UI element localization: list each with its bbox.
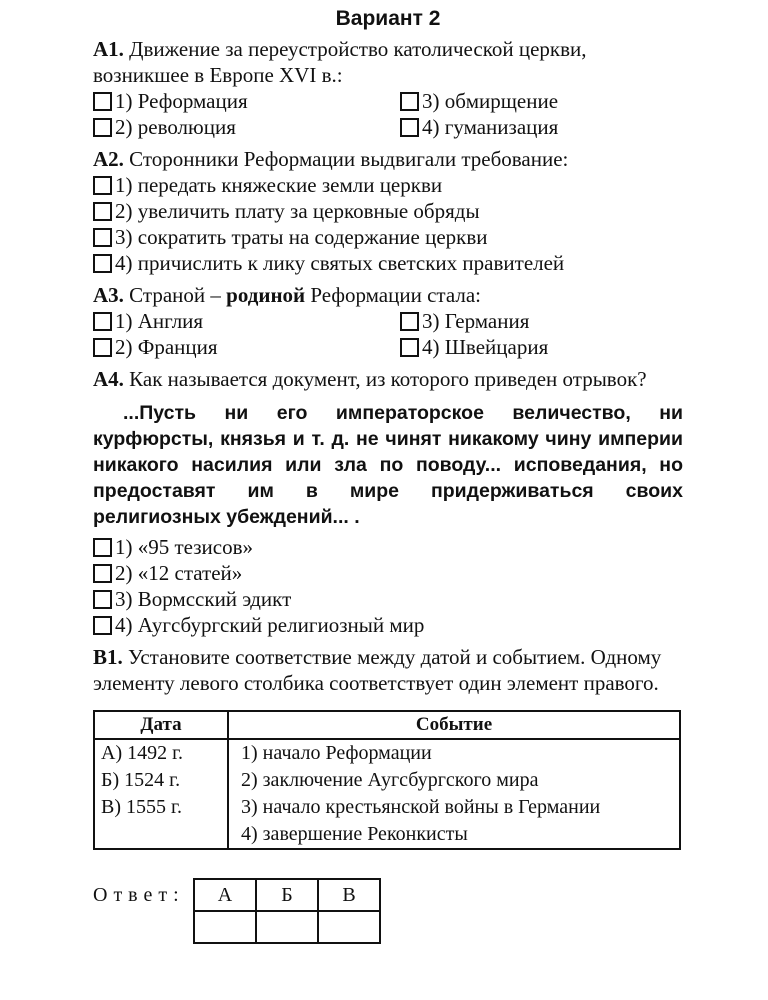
question-prompt: Сторонники Реформации выдвигали требование: xyxy=(129,147,569,171)
checkbox[interactable] xyxy=(400,312,419,331)
question-a2 xyxy=(93,146,683,276)
question-number: А4. xyxy=(93,367,124,391)
question-prompt: Движение за переустройство католической церкви, возникшее в Европе XVI в.: xyxy=(93,37,587,87)
option-label: 1) Англия xyxy=(115,309,204,333)
column-header-event: Событие xyxy=(228,711,680,739)
question-prompt-bold: родиной xyxy=(226,283,306,307)
answer-label: Ответ: xyxy=(93,884,185,906)
option-a2-1[interactable] xyxy=(93,172,683,198)
date-cell: А) 1492 г. xyxy=(94,739,228,767)
question-b1 xyxy=(93,644,683,944)
question-number: А3. xyxy=(93,283,124,307)
option-a4-4[interactable] xyxy=(93,612,683,638)
answer-header-v: В xyxy=(318,879,380,911)
answer-header-b: Б xyxy=(256,879,318,911)
option-label: 1) «95 тезисов» xyxy=(115,535,254,559)
checkbox[interactable] xyxy=(93,616,112,635)
option-a2-4[interactable] xyxy=(93,250,683,276)
table-row xyxy=(94,821,680,849)
options-grid xyxy=(93,88,683,140)
question-prompt: Как называется документ, из которого приведен отрывок? xyxy=(129,367,647,391)
option-label: 3) Германия xyxy=(422,309,530,333)
question-a1 xyxy=(93,36,683,140)
question-number: В1. xyxy=(93,645,123,669)
table-row xyxy=(94,739,680,767)
option-a4-1[interactable] xyxy=(93,534,683,560)
answer-table xyxy=(193,878,381,944)
checkbox[interactable] xyxy=(93,92,112,111)
question-number: А2. xyxy=(93,147,124,171)
option-a1-1[interactable] xyxy=(93,88,400,114)
checkbox[interactable] xyxy=(93,176,112,195)
event-cell: 4) завершение Реконкисты xyxy=(228,821,680,849)
date-cell: Б) 1524 г. xyxy=(94,767,228,794)
option-a2-2[interactable] xyxy=(93,198,683,224)
column-header-date: Дата xyxy=(94,711,228,739)
checkbox[interactable] xyxy=(93,590,112,609)
table-header-row xyxy=(94,711,680,739)
question-a4-text xyxy=(93,366,683,392)
date-cell xyxy=(94,821,228,849)
question-number: А1. xyxy=(93,37,124,61)
answer-cell-b[interactable] xyxy=(256,911,318,943)
answer-input-row xyxy=(194,911,380,943)
event-cell: 2) заключение Аугсбургского мира xyxy=(228,767,680,794)
checkbox[interactable] xyxy=(400,92,419,111)
option-label: 4) причислить к лику святых светских правителей xyxy=(115,251,565,275)
option-label: 4) Аугсбургский религиозный мир xyxy=(115,613,425,637)
question-prompt: Страной – xyxy=(129,283,221,307)
document-quote: ...Пусть ни его императорское величество, ни курфюрсты, князья и т. д. не чинят никакому чину империи никакого насилия или зла по поводу... исповедания, но предоставят им в мире придерживаться своих религиозных убеждений... . xyxy=(93,402,683,528)
answer-cell-a[interactable] xyxy=(194,911,256,943)
answer-header-a: А xyxy=(194,879,256,911)
question-a3 xyxy=(93,282,683,360)
option-a3-4[interactable] xyxy=(400,334,683,360)
option-label: 2) увеличить плату за церковные обряды xyxy=(115,199,480,223)
checkbox[interactable] xyxy=(93,564,112,583)
matching-table xyxy=(93,710,681,850)
option-label: 3) обмирщение xyxy=(422,89,559,113)
option-label: 2) революция xyxy=(115,115,236,139)
option-a4-2[interactable] xyxy=(93,560,683,586)
option-label: 1) передать княжеские земли церкви xyxy=(115,173,443,197)
option-label: 4) гуманизация xyxy=(422,115,559,139)
option-a3-3[interactable] xyxy=(400,308,683,334)
answer-cell-v[interactable] xyxy=(318,911,380,943)
event-cell: 3) начало крестьянской войны в Германии xyxy=(228,794,680,821)
checkbox[interactable] xyxy=(93,338,112,357)
question-b1-text xyxy=(93,644,683,696)
option-a2-3[interactable] xyxy=(93,224,683,250)
option-label: 3) сократить траты на содержание церкви xyxy=(115,225,488,249)
checkbox[interactable] xyxy=(93,538,112,557)
checkbox[interactable] xyxy=(400,338,419,357)
page-title: Вариант 2 xyxy=(335,7,441,30)
table-row xyxy=(94,794,680,821)
question-a4 xyxy=(93,366,683,638)
checkbox[interactable] xyxy=(400,118,419,137)
option-a3-1[interactable] xyxy=(93,308,400,334)
checkbox[interactable] xyxy=(93,202,112,221)
checkbox[interactable] xyxy=(93,312,112,331)
table-row xyxy=(94,767,680,794)
option-label: 2) Франция xyxy=(115,335,218,359)
option-label: 2) «12 статей» xyxy=(115,561,243,585)
answer-section xyxy=(93,878,683,944)
event-cell: 1) начало Реформации xyxy=(228,739,680,767)
question-a1-text xyxy=(93,36,683,88)
option-a1-4[interactable] xyxy=(400,114,683,140)
option-label: 3) Вормсский эдикт xyxy=(115,587,292,611)
question-prompt: Реформации стала: xyxy=(310,283,481,307)
option-label: 1) Реформация xyxy=(115,89,248,113)
option-a1-3[interactable] xyxy=(400,88,683,114)
option-label: 4) Швейцария xyxy=(422,335,549,359)
date-cell: В) 1555 г. xyxy=(94,794,228,821)
question-prompt: Установите соответствие между датой и событием. Одному элементу левого столбика соответствует один элемент правого. xyxy=(93,645,662,695)
option-a4-3[interactable] xyxy=(93,586,683,612)
question-a2-text xyxy=(93,146,683,172)
option-a3-2[interactable] xyxy=(93,334,400,360)
answer-header-row xyxy=(194,879,380,911)
checkbox[interactable] xyxy=(93,118,112,137)
checkbox[interactable] xyxy=(93,228,112,247)
checkbox[interactable] xyxy=(93,254,112,273)
options-grid xyxy=(93,308,683,360)
question-a3-text xyxy=(93,282,683,308)
worksheet xyxy=(93,0,683,950)
option-a1-2[interactable] xyxy=(93,114,400,140)
